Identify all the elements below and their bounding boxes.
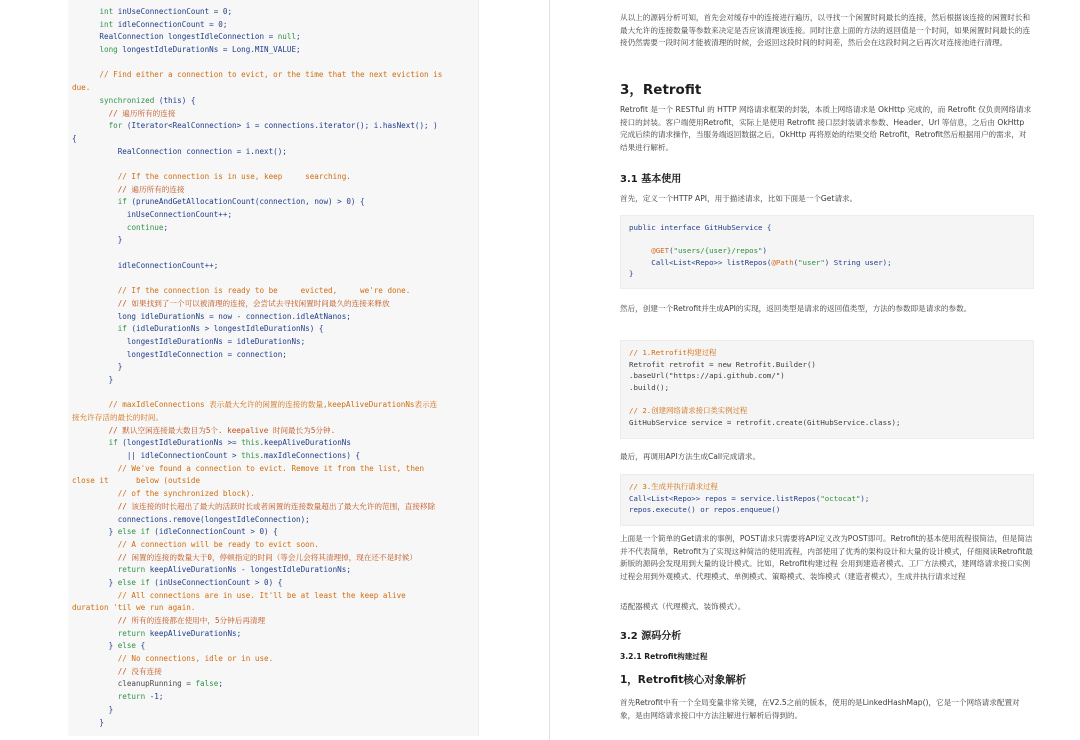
code-token: long idleDurationNs = now - connection.idleAtNanos;	[72, 311, 351, 321]
code-line	[72, 69, 472, 82]
code-line	[72, 323, 472, 336]
code-token: // 所有的连接都在使用中，5分钟后再清理	[72, 616, 266, 625]
code-line	[72, 666, 472, 679]
step2-paragraph: 然后，创建一个Retrofit并生成API的实现，返回类型是请求的返回值类型，方法的参数即是请求的参数。	[620, 304, 972, 313]
code-token: this	[241, 438, 260, 448]
builder-code-line	[629, 417, 1025, 429]
code-token: close it below (outside	[72, 476, 201, 486]
code-token: GitHubService service = retrofit.create(GitHubService.class);	[629, 417, 901, 427]
code-token: // Find either a connection to evict, or the time that the next eviction is	[72, 70, 443, 80]
code-line	[72, 57, 472, 70]
code-token	[72, 121, 109, 130]
code-token: (idleConnectionCount > 0) {	[149, 527, 278, 537]
code-token: return	[117, 628, 146, 638]
code-token: }	[72, 704, 114, 714]
code-token: // 遍历所有的连接	[72, 108, 176, 118]
code-token: @GET	[651, 246, 670, 256]
code-token: idleConnectionCount = 0;	[113, 19, 228, 29]
code-token: longestIdleDurationNs = idleDurationNs;	[72, 336, 306, 346]
code-token: longestIdleDurationNs = Long.MIN_VALUE;	[117, 45, 301, 55]
code-token: return	[117, 565, 146, 575]
code-token	[72, 629, 118, 638]
core-object-paragraph: 首先Retrofit中有一个全局变量非常关键，在V2.5之前的版本，使用的是LinkedHashMap()，它是一个网络请求配置对象，是由网络请求接口中方法注解进行解析后得到的。	[620, 698, 1020, 720]
code-token	[629, 235, 633, 244]
code-line	[72, 640, 472, 653]
subsection-title-build-process: 3.2.1 Retrofit构建过程	[620, 652, 708, 661]
code-token: keepAliveDurationNs;	[145, 628, 242, 638]
code-token: if	[108, 438, 118, 448]
code-line	[72, 577, 472, 590]
code-token: (longestIdleDurationNs >=	[117, 438, 242, 448]
code-line	[72, 209, 472, 222]
code-token: long	[99, 45, 118, 55]
code-token: // 1.Retrofit构建过程	[629, 348, 717, 357]
code-token: int	[99, 7, 114, 16]
code-token: || idleConnectionCount >	[72, 451, 242, 461]
code-line	[72, 120, 472, 133]
code-line	[72, 717, 472, 730]
code-token: }	[72, 374, 114, 384]
code-token: connections.remove(longestIdleConnection);	[72, 514, 310, 524]
code-token: keepAliveDurationNs - longestIdleDurationNs;	[145, 565, 351, 575]
code-line	[72, 171, 472, 184]
interface-code-line	[629, 245, 1025, 257]
code-token: false	[195, 679, 219, 689]
code-line	[72, 184, 472, 197]
code-token	[629, 246, 651, 255]
code-token: // 3.生成并执行请求过程	[629, 482, 718, 491]
code-token: // 默认空闲连接最大数目为5个. keepalive 时间最长为5分钟.	[72, 425, 336, 435]
code-token: cleanupRunning =	[72, 679, 196, 689]
code-line	[72, 691, 472, 704]
code-token: );	[860, 493, 870, 503]
code-block-builder	[620, 340, 1034, 439]
code-token: continue	[126, 222, 164, 232]
step1-paragraph: 首先，定义一个HTTP API，用于描述请求，比如下面是一个Get请求。	[620, 194, 858, 203]
code-listing	[72, 6, 472, 729]
code-token: }	[629, 269, 634, 279]
code-token: longestIdleConnection = connection;	[72, 349, 287, 359]
code-token: "octocat"	[820, 493, 861, 503]
retrofit-intro-paragraph: Retrofit 是一个 RESTful 的 HTTP 网络请求框架的封装，本质上网络请求是 OkHttp 完成的，而 Retrofit 仅负责网络请求接口的封装。客户端使用Retrofit，实际上是使用 Retrofit 接口层封装请求参数、Header、Url 等信息，之后由 OkHttp 完成后续的请求操作，当服务端返回数据之后，OkHttp 再将原始的结果交给 Retrofit，Retrofit然后根据用户的需求，对结果进行解析。	[620, 105, 1032, 152]
code-token: ;	[163, 222, 169, 232]
code-line	[72, 6, 472, 19]
code-token: inUseConnectionCount++;	[72, 210, 233, 219]
code-line	[72, 311, 472, 324]
code-line	[72, 552, 472, 565]
page-divider	[549, 0, 550, 740]
code-token: // maxIdleConnections 表示最大允许的闲置的连接的数量,keepAliveDurationNs表示连	[72, 400, 438, 410]
code-line	[72, 361, 472, 374]
code-line	[72, 526, 472, 539]
code-token: ) String user);	[824, 257, 892, 267]
code-line	[72, 399, 472, 412]
code-line	[72, 564, 472, 577]
code-line	[72, 247, 472, 260]
code-token: // If the connection is ready to be evicted, we're done.	[72, 286, 411, 296]
code-token: {	[136, 641, 146, 651]
code-token: RealConnection connection = i.next();	[72, 146, 287, 156]
code-token: // of the synchronized block).	[72, 489, 255, 499]
code-token: synchronized	[99, 95, 155, 105]
builder-code-line	[629, 382, 1025, 394]
code-token: // No connections, idle or in use.	[72, 654, 274, 664]
code-token: duration 'til we run again.	[72, 603, 196, 613]
subsection-title-source-analysis: 3.2 源码分析	[620, 631, 682, 642]
code-token: @Path	[771, 257, 794, 267]
code-line	[72, 133, 472, 146]
code-line	[72, 272, 472, 285]
code-token: // If the connection is in use, keep searching.	[72, 171, 351, 181]
code-token: // 闲置的连接的数量大于0，停顿指定的时间（等会儿会将其清理掉，现在还不是时候）	[72, 552, 417, 562]
code-token: return	[117, 692, 146, 702]
code-token: if	[117, 324, 127, 334]
code-line	[72, 196, 472, 209]
code-token: }	[72, 577, 118, 587]
code-line	[72, 285, 472, 298]
code-line	[72, 387, 472, 400]
code-token: inUseConnectionCount = 0;	[113, 7, 233, 16]
code-line	[72, 514, 472, 527]
code-token: {	[72, 133, 77, 143]
code-token: "users/{user}/repos"	[673, 246, 763, 256]
builder-code-line	[629, 405, 1025, 417]
code-token	[72, 197, 118, 206]
interface-code-line	[629, 234, 1025, 246]
subsection-title-basic-usage: 3.1 基本使用	[620, 174, 682, 185]
code-line	[72, 146, 472, 159]
code-token: // 2.创建网络请求接口类实例过程	[629, 405, 748, 415]
code-token	[72, 438, 109, 447]
code-token	[72, 324, 118, 333]
code-token: (idleDurationNs > longestIdleDurationNs) {	[126, 324, 324, 334]
code-line	[72, 31, 472, 44]
code-line	[72, 336, 472, 349]
code-line	[72, 678, 472, 691]
code-token: 接允许存活的最长的时间。	[72, 413, 164, 422]
builder-code-line	[629, 393, 1025, 405]
code-token: // 该连接的时长超出了最大的活跃时长或者闲置的连接数量超出了最大允许的范围，直接移除	[72, 501, 436, 511]
code-line	[72, 488, 472, 501]
interface-code-line	[629, 268, 1025, 280]
code-line	[72, 374, 472, 387]
code-token: // All connections are in use. It'll be at least the keep alive	[72, 590, 406, 600]
code-token	[629, 394, 633, 403]
code-token: null	[277, 32, 297, 42]
code-line	[72, 704, 472, 717]
builder-code-line	[629, 347, 1025, 359]
code-token: (	[793, 257, 799, 267]
code-line	[72, 234, 472, 247]
call-code-line	[629, 481, 1025, 493]
code-line	[72, 615, 472, 628]
code-line	[72, 501, 472, 514]
code-token: }	[72, 641, 118, 651]
code-token: }	[72, 235, 123, 245]
code-line	[72, 653, 472, 666]
code-line	[72, 19, 472, 32]
code-token: if	[117, 197, 127, 207]
step3-paragraph: 最后，再调用API方法生成Call完成请求。	[620, 452, 761, 461]
code-line	[72, 158, 472, 171]
code-token: // A connection will be ready to evict soon.	[72, 539, 319, 549]
code-token: }	[72, 362, 123, 372]
code-token: ;	[218, 679, 223, 689]
intro-paragraph: 从以上的源码分析可知，首先会对缓存中的连接进行遍历，以寻找一个闲置时间最长的连接，然后根据该连接的闲置时长和最大允许的连接数量等参数来决定是否应该清理该连接。同时注意上面的方法的返回值是一个时间，如果闲置时间最长的连接仍然需要一段时间才能被清理的时候，会返回这段时间的时间差，然后会在这段时间之后再次对连接池进行清理。	[620, 13, 1031, 48]
code-token: else if	[117, 527, 150, 537]
summary-tail: 适配器模式（代理模式、装饰模式）。	[620, 602, 746, 611]
code-line	[72, 450, 472, 463]
code-token: int	[99, 19, 114, 29]
code-line	[72, 95, 472, 108]
code-token: (	[669, 246, 674, 256]
core-object-title: 1，Retrofit核心对象解析	[620, 674, 747, 686]
code-line	[72, 425, 472, 438]
code-line	[72, 475, 472, 488]
code-line	[72, 539, 472, 552]
code-token: }	[72, 717, 105, 727]
code-token: repos.execute() or repos.enqueue()	[629, 505, 781, 515]
code-token: for	[108, 121, 123, 131]
code-token: due.	[72, 83, 91, 93]
code-token: Call<List<Repo>> repos = service.listRepos(	[629, 493, 821, 503]
code-token: // 没有连接	[72, 666, 162, 676]
summary-paragraph: 上面是一个简单的Get请求的事例，POST请求只需要将API定义改为POST即可。Retrofit的基本使用流程很简洁，但是简洁并不代表简单，Retrofit为了实现这种简洁的使用流程，内部使用了优秀的架构设计和大量的设计模式，仔细阅读Retrofit最新版的源码会发现用到大量的设计模式。比如，Retrofit构建过程 会用到建造者模式、工厂方法模式，建网络请求接口实例过程会用到外观模式、代理模式、单例模式、策略模式、装饰模式（建造者模式），生成并执行请求过程	[620, 534, 1033, 581]
code-line	[72, 349, 472, 362]
code-line	[72, 222, 472, 235]
interface-code-line	[629, 222, 1025, 234]
code-token	[72, 692, 118, 701]
code-token: )	[762, 246, 767, 256]
code-token	[72, 7, 99, 16]
code-token: // 如果找到了一个可以被清理的连接，会尝试去寻找闲置时间最久的连接来释放	[72, 298, 390, 308]
code-line	[72, 590, 472, 603]
code-token	[72, 45, 99, 54]
code-token: .maxIdleConnections) {	[259, 451, 361, 461]
interface-code-line	[629, 257, 1025, 269]
code-token: }	[72, 527, 118, 537]
code-token	[72, 96, 99, 105]
code-token: // We've found a connection to evict. Remove it from the list, then	[72, 463, 425, 473]
code-line	[72, 82, 472, 95]
code-token: else	[117, 641, 137, 651]
code-token: -1;	[145, 692, 164, 702]
builder-code-line	[629, 370, 1025, 382]
code-token: // 遍历所有的连接	[72, 184, 185, 194]
builder-code-line	[629, 359, 1025, 371]
code-line	[72, 437, 472, 450]
code-token	[72, 223, 127, 232]
code-line	[72, 260, 472, 273]
code-token: public interface GitHubService {	[629, 223, 772, 232]
code-token: .keepAliveDurationNs	[259, 438, 351, 448]
code-token: .baseUrl("https://api.github.com/")	[629, 371, 785, 381]
code-token: (Iterator<RealConnection> i = connections.iterator(); i.hasNext(); )	[122, 121, 438, 131]
code-token: Retrofit retrofit = new Retrofit.Builder()	[629, 359, 816, 369]
code-line	[72, 602, 472, 615]
code-line	[72, 44, 472, 57]
code-token: (this) {	[154, 95, 196, 105]
code-token: Call<List<Repo>> listRepos(	[629, 257, 772, 267]
code-token	[72, 20, 99, 29]
code-token	[72, 565, 118, 574]
code-block-call	[620, 474, 1034, 526]
code-line	[72, 463, 472, 476]
code-token: idleConnectionCount++;	[72, 260, 219, 270]
code-token: RealConnection longestIdleConnection =	[72, 32, 278, 42]
section-title-retrofit: 3，Retrofit	[620, 82, 702, 98]
code-block-interface	[620, 215, 1034, 289]
code-token: else if	[117, 577, 150, 587]
code-token: (inUseConnectionCount > 0) {	[149, 577, 283, 587]
code-line	[72, 628, 472, 641]
call-code-line	[629, 493, 1025, 505]
code-line	[72, 108, 472, 121]
code-token: this	[241, 451, 260, 461]
code-token: (pruneAndGetAllocationCount(connection, now) > 0) {	[126, 197, 365, 207]
code-token: ;	[296, 32, 301, 42]
code-line	[72, 298, 472, 311]
call-code-line	[629, 504, 1025, 516]
code-line	[72, 412, 472, 425]
code-token: "user"	[798, 257, 825, 267]
code-token: .build();	[629, 382, 670, 392]
